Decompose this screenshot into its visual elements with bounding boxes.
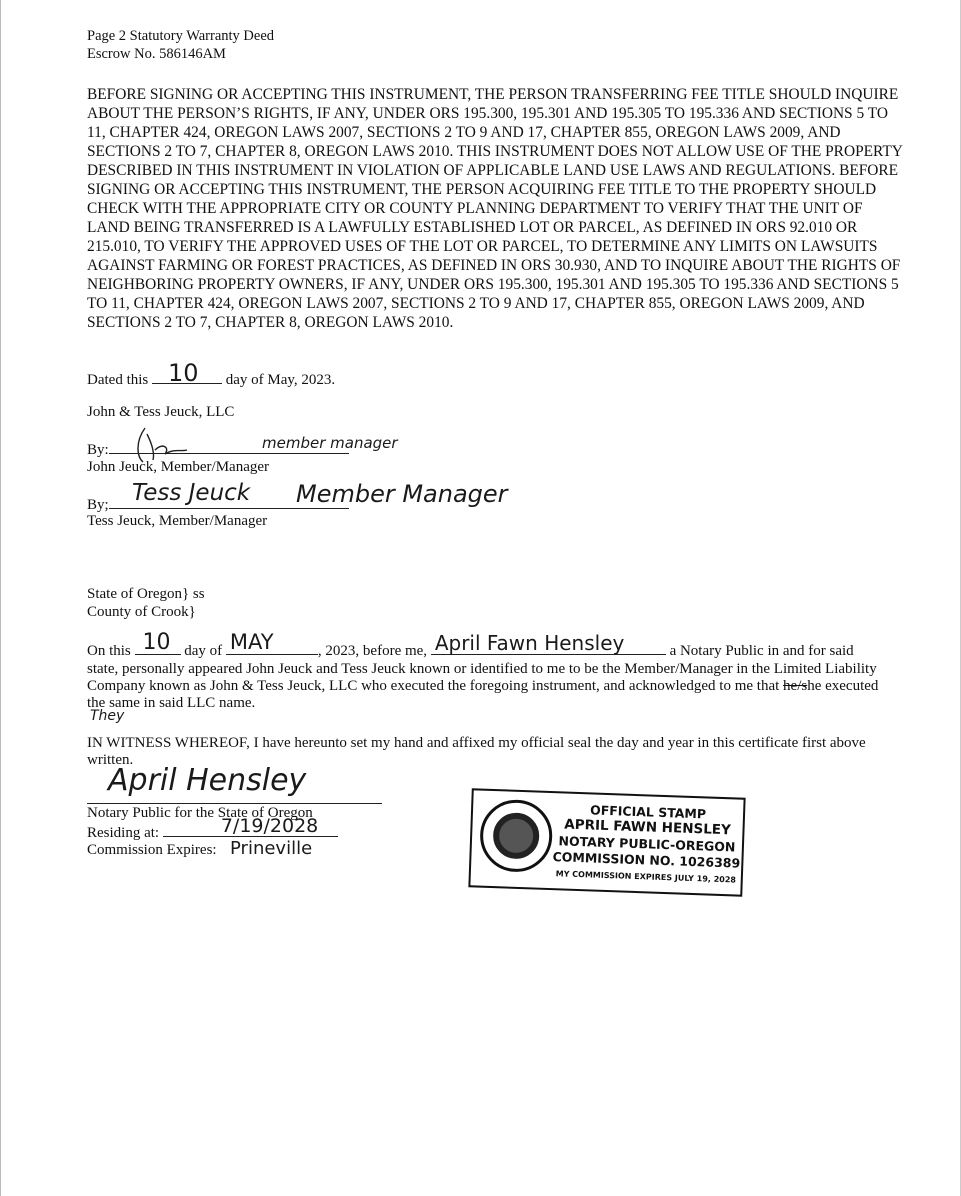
handwritten-insert-they: They	[90, 708, 125, 724]
notary-name-handwritten: April Fawn Hensley	[434, 631, 625, 655]
day-of-label: day of	[184, 643, 223, 659]
signature-2-handwritten-title: Member Manager	[296, 480, 508, 508]
ack-day-handwritten: 10	[142, 630, 171, 655]
struck-pronoun: he/s	[783, 678, 808, 694]
ack-rest-line1: a Notary Public in and for said	[669, 643, 854, 659]
document-header	[87, 27, 274, 63]
ack-month-blank	[226, 630, 318, 655]
acknowledgment-body	[87, 661, 887, 712]
page-edge-left	[0, 0, 1, 1196]
ack-body-text: state, personally appeared John Jeuck and Tess Jeuck known or identified to me to be the Member/Manager in the Limited Liability Company known as John & Tess Jeuck, LLC who executed the foregoing instrument, and acknowledged to me that	[87, 661, 877, 694]
on-this-label: On this	[87, 643, 131, 659]
witness-paragraph: IN WITNESS WHEREOF, I have hereunto set my hand and affixed my official seal the day and year in this certificate first above written.	[87, 735, 866, 768]
ack-month-handwritten: MAY	[229, 630, 274, 654]
dated-line	[87, 359, 336, 389]
notary-title: Notary Public for the State of Oregon	[87, 805, 313, 821]
residing-label: Residing at:	[87, 825, 160, 841]
residing-blank	[163, 815, 338, 837]
ack-year-text: , 2023, before me,	[317, 643, 428, 659]
notary-name-blank	[431, 631, 666, 655]
oregon-state-seal-icon	[479, 799, 553, 873]
dated-day-handwritten: 10	[168, 359, 199, 387]
stamp-line-2: APRIL FAWN HENSLEY	[564, 816, 732, 839]
signer-name-2: Tess Jeuck, Member/Manager	[87, 513, 268, 529]
escrow-number: Escrow No. 586146AM	[87, 46, 226, 62]
dated-prefix: Dated this	[87, 372, 149, 388]
notary-signature: April Hensley	[108, 763, 307, 798]
signer-name-1: John Jeuck, Member/Manager	[87, 459, 270, 475]
venue-state: State of Oregon} ss	[87, 586, 205, 602]
stamp-line-5: MY COMMISSION EXPIRES JULY 19, 2028	[555, 869, 737, 885]
header-title: Page 2 Statutory Warranty Deed	[87, 28, 275, 44]
tess-jeuck-signature: Tess Jeuck	[132, 480, 251, 506]
acknowledgment-first-line	[87, 630, 854, 660]
ack-after-struck: he executed the same in said LLC name.	[87, 678, 879, 711]
by-label-1: By:	[87, 442, 109, 458]
commission-line	[87, 838, 313, 859]
notary-signature-line	[87, 803, 382, 804]
commission-label: Commission Expires:	[87, 842, 217, 858]
stamp-line-1: OFFICIAL STAMP	[589, 802, 707, 822]
venue-county: County of Crook}	[87, 604, 196, 620]
official-notary-stamp	[468, 788, 745, 897]
statutory-warning-paragraph: BEFORE SIGNING OR ACCEPTING THIS INSTRUMENT, THE PERSON TRANSFERRING FEE TITLE SHOULD INQUIRE ABOUT THE PERSON’S RIGHTS, IF ANY, UNDER ORS 195.300, 195.301 AND 195.305 TO 195.336 AND SECTIONS 5 TO 11, CHAPTER 424, OREGON LAWS 2007, SECTIONS 2 TO 9 AND 17, CHAPTER 855, OREGON LAWS 2009, AND SECTIONS 2 TO 7, CHAPTER 8, OREGON LAWS 2010. THIS INSTRUMENT DOES NOT ALLOW USE OF THE PROPERTY DESCRIBED IN THIS INSTRUMENT IN VIOLATION OF APPLICABLE LAND USE LAWS AND REGULATIONS. BEFORE SIGNING OR ACCEPTING THIS INSTRUMENT, THE PERSON ACQUIRING FEE TITLE TO THE PROPERTY SHOULD CHECK WITH THE APPROPRIATE CITY OR COUNTY PLANNING DEPARTMENT TO VERIFY THAT THE UNIT OF LAND BEING TRANSFERRED IS A LAWFULLY ESTABLISHED LOT OR PARCEL, AS DEFINED IN ORS 92.010 OR 215.010, TO VERIFY THE APPROVED USES OF THE LOT OR PARCEL, TO DETERMINE ANY LIMITS ON LAWSUITS AGAINST FARMING OR FOREST PRACTICES, AS DEFINED IN ORS 30.930, AND TO INQUIRE ABOUT THE RIGHTS OF NEIGHBORING PROPERTY OWNERS, IF ANY, UNDER ORS 195.300, 195.301 AND 195.305 TO 195.336 AND SECTIONS 5 TO 11, CHAPTER 424, OREGON LAWS 2007, SECTIONS 2 TO 9 AND 17, CHAPTER 855, OREGON LAWS 2009, AND SECTIONS 2 TO 7, CHAPTER 8, OREGON LAWS 2010.	[87, 86, 903, 331]
stamp-line-4: COMMISSION NO. 1026389	[552, 849, 741, 871]
dated-day-blank	[152, 359, 222, 387]
residing-handwritten: 7/19/2028	[220, 815, 319, 837]
commission-handwritten: Prineville	[230, 838, 313, 859]
signature-1-handwritten-title: member manager	[262, 434, 398, 452]
stamp-line-3: NOTARY PUBLIC-OREGON	[558, 833, 736, 855]
company-name: John & Tess Jeuck, LLC	[87, 404, 235, 420]
ack-day-blank	[135, 630, 181, 655]
by-label-2: By;	[87, 497, 109, 513]
dated-suffix: day of May, 2023.	[225, 372, 336, 388]
